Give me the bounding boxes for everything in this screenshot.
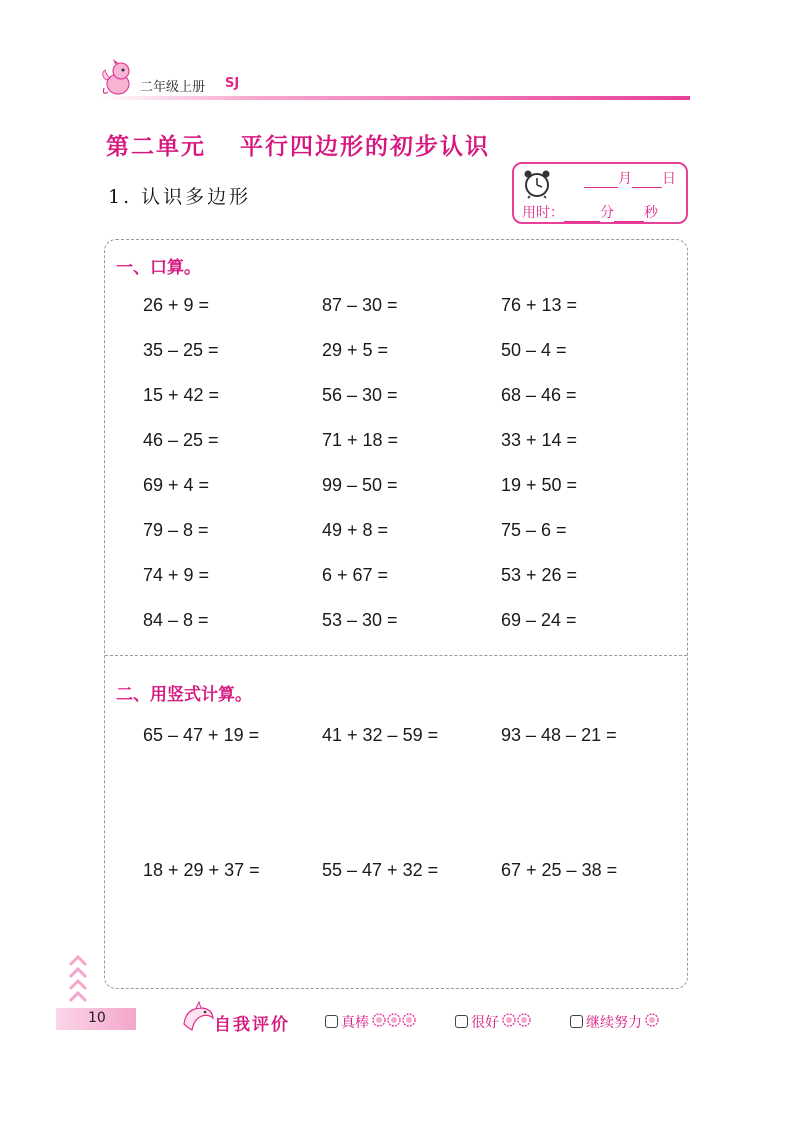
vertical-calc-expression: 41 + 32 – 59 = [322,725,439,745]
mental-math-expression: 68 – 46 = [501,385,577,405]
date-time-box [512,162,688,224]
vertical-calc-expression: 93 – 48 – 21 = [501,725,617,745]
mental-math-expression: 87 – 30 = [322,295,398,315]
mental-math-expression: 79 – 8 = [143,520,209,540]
vertical-calc-expression: 55 – 47 + 32 = [322,860,439,880]
seconds-label: 秒 [644,205,658,221]
flower-rating-icon [502,1012,532,1031]
flower-rating-icon [645,1012,660,1031]
dragon-mascot-icon [100,58,136,98]
minutes-blank[interactable] [564,207,600,222]
mental-math-expression: 75 – 6 = [501,520,567,540]
mental-math-expression: 19 + 50 = [501,475,578,495]
month-label: 月 [618,171,632,187]
time-label: 用时： [522,205,564,221]
eval-option-keep-trying[interactable]: 继续努力 [570,1011,660,1032]
unit-number: 第二单元 [106,133,206,160]
self-evaluation-label: 自我评价 [214,1015,290,1035]
mental-math-expression: 69 + 4 = [143,475,210,495]
page-number: 10 [88,1010,106,1026]
mental-math-expression: 26 + 9 = [143,295,210,315]
mental-math-expression: 35 – 25 = [143,340,219,360]
checkbox[interactable] [570,1015,583,1028]
mental-math-expression: 29 + 5 = [322,340,389,360]
unit-name: 平行四边形的初步认识 [240,133,490,160]
mental-math-expression: 69 – 24 = [501,610,577,630]
checkbox[interactable] [325,1015,338,1028]
mental-math-expression: 99 – 50 = [322,475,398,495]
section2-heading: 二、用竖式计算。 [116,685,252,705]
mental-math-expression: 74 + 9 = [143,565,210,585]
unit-title [106,128,490,161]
dolphin-mascot-icon [180,1000,216,1036]
mental-math-expression: 46 – 25 = [143,430,219,450]
mental-math-expression: 33 + 14 = [501,430,578,450]
vertical-calc-expression: 18 + 29 + 37 = [143,860,260,880]
vertical-calc-expression: 67 + 25 – 38 = [501,860,618,880]
seconds-blank[interactable] [614,207,644,222]
checkbox[interactable] [455,1015,468,1028]
mental-math-expression: 15 + 42 = [143,385,220,405]
mental-math-expression: 53 + 26 = [501,565,578,585]
mental-math-expression: 71 + 18 = [322,430,399,450]
flower-rating-icon [372,1012,417,1031]
section1-heading: 一、口算。 [116,258,201,278]
edition-code: SJ [225,76,240,91]
eval-option-great[interactable]: 真棒 [325,1011,417,1032]
mental-math-expression: 6 + 67 = [322,565,389,585]
mental-math-expression: 49 + 8 = [322,520,389,540]
mental-math-expression: 56 – 30 = [322,385,398,405]
mental-math-expression: 76 + 13 = [501,295,578,315]
mental-math-expression: 84 – 8 = [143,610,209,630]
chevron-up-stack-icon [68,953,88,1009]
vertical-calc-expression: 65 – 47 + 19 = [143,725,260,745]
day-label: 日 [662,171,676,187]
mental-math-expression: 53 – 30 = [322,610,398,630]
month-blank[interactable] [584,173,618,188]
day-blank[interactable] [632,173,662,188]
header-rule [100,96,690,100]
section-divider [105,655,687,656]
eval-option-good[interactable]: 很好 [455,1011,532,1032]
minutes-label: 分 [600,205,614,221]
mental-math-expression: 50 – 4 = [501,340,567,360]
alarm-clock-icon [522,169,552,199]
lesson-title: 1. 认识多边形 [108,186,252,208]
grade-label: 二年级上册 [140,80,206,95]
